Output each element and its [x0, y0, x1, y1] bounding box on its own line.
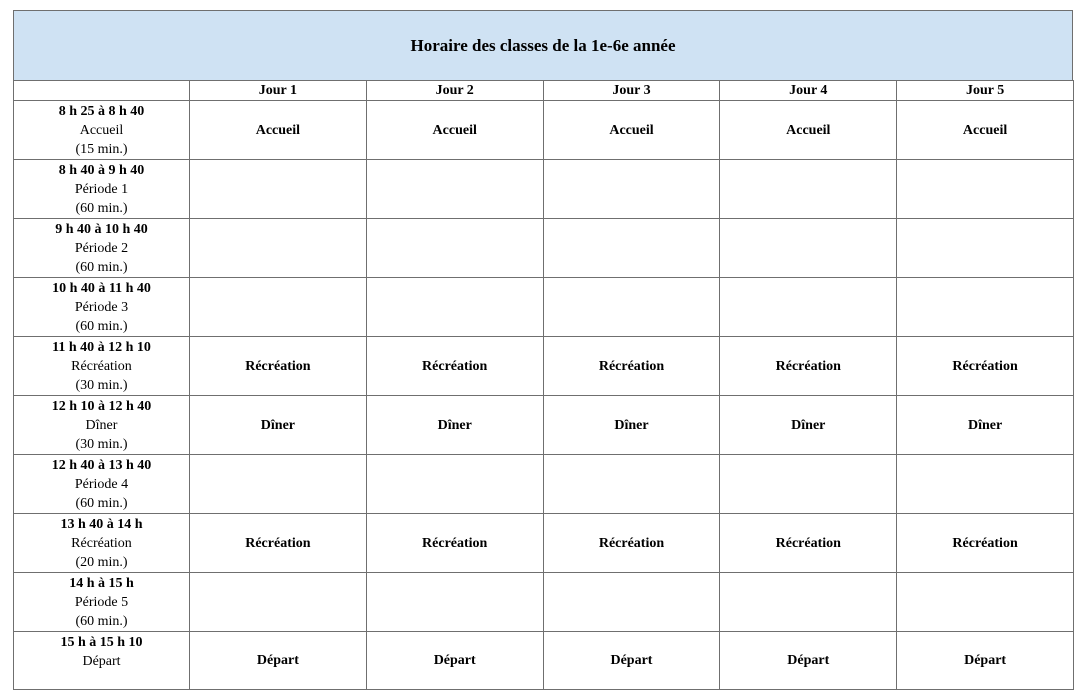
schedule-row: [14, 396, 1074, 455]
schedule-table: [13, 80, 1074, 690]
day-activity-cell: [720, 455, 897, 514]
schedule-table-body: [14, 81, 1074, 690]
day-activity-cell: [543, 573, 720, 632]
slot-duration: (30 min.): [75, 378, 128, 393]
slot-time-range: 11 h 40 à 12 h 10: [52, 340, 151, 355]
slot-name: Accueil: [79, 123, 124, 138]
schedule-row: [14, 337, 1074, 396]
slot-time-range: 13 h 40 à 14 h: [60, 517, 143, 532]
day-activity-cell: [897, 455, 1074, 514]
day-activity-cell: [190, 160, 367, 219]
day-activity-cell: Récréation: [190, 337, 367, 396]
time-slot-cell: [14, 278, 190, 337]
time-slot-cell: [14, 455, 190, 514]
day-activity-cell: [897, 219, 1074, 278]
day-header: Jour 5: [897, 81, 1074, 101]
day-activity-cell: Récréation: [720, 337, 897, 396]
day-activity-cell: [897, 573, 1074, 632]
day-activity-cell: [190, 455, 367, 514]
day-activity-cell: [190, 573, 367, 632]
time-slot-cell: [14, 514, 190, 573]
day-activity-cell: [190, 219, 367, 278]
slot-duration: (20 min.): [75, 555, 128, 570]
slot-time-range: 8 h 40 à 9 h 40: [58, 163, 145, 178]
slot-name: Période 1: [74, 182, 129, 197]
day-activity-cell: Dîner: [543, 396, 720, 455]
schedule-row: [14, 514, 1074, 573]
schedule-title-bar: [13, 10, 1073, 80]
slot-duration: (60 min.): [75, 319, 128, 334]
time-slot-cell: [14, 396, 190, 455]
schedule-row: [14, 278, 1074, 337]
slot-name: Période 5: [74, 595, 129, 610]
day-activity-cell: Départ: [190, 632, 367, 690]
slot-name: Départ: [82, 654, 121, 669]
day-activity-cell: Dîner: [366, 396, 543, 455]
slot-time-range: 8 h 25 à 8 h 40: [58, 104, 145, 119]
time-slot-cell: [14, 632, 190, 690]
day-activity-cell: [897, 160, 1074, 219]
slot-time-range: 12 h 10 à 12 h 40: [51, 399, 152, 414]
schedule-document: [13, 10, 1073, 690]
day-activity-cell: [720, 160, 897, 219]
day-activity-cell: Départ: [897, 632, 1074, 690]
time-slot-cell: [14, 160, 190, 219]
day-activity-cell: Départ: [543, 632, 720, 690]
slot-duration: (60 min.): [75, 201, 128, 216]
day-activity-cell: Récréation: [190, 514, 367, 573]
day-activity-cell: Récréation: [366, 337, 543, 396]
slot-time-range: 10 h 40 à 11 h 40: [52, 281, 151, 296]
day-header-row: [14, 81, 1074, 101]
slot-duration: (15 min.): [75, 142, 128, 157]
schedule-row: [14, 219, 1074, 278]
slot-name: Récréation: [71, 536, 132, 551]
day-activity-cell: [366, 219, 543, 278]
day-activity-cell: Récréation: [366, 514, 543, 573]
day-activity-cell: Récréation: [543, 514, 720, 573]
day-header: Jour 1: [190, 81, 367, 101]
time-slot-cell: [14, 573, 190, 632]
slot-time-range: 15 h à 15 h 10: [60, 635, 143, 650]
slot-time-range: 14 h à 15 h: [69, 576, 134, 591]
day-activity-cell: [366, 455, 543, 514]
day-activity-cell: Récréation: [543, 337, 720, 396]
day-activity-cell: Départ: [720, 632, 897, 690]
day-header: Jour 4: [720, 81, 897, 101]
slot-duration: (30 min.): [75, 437, 128, 452]
slot-name: Période 2: [74, 241, 129, 256]
slot-name: Période 4: [74, 477, 129, 492]
time-slot-cell: [14, 219, 190, 278]
slot-time-range: 9 h 40 à 10 h 40: [55, 222, 148, 237]
day-activity-cell: [543, 278, 720, 337]
day-activity-cell: [720, 573, 897, 632]
slot-duration: (60 min.): [75, 260, 128, 275]
schedule-title: Horaire des classes de la 1e-6e année: [410, 35, 676, 55]
slot-name: Récréation: [71, 359, 132, 374]
time-slot-cell: [14, 101, 190, 160]
day-activity-cell: [366, 160, 543, 219]
time-slot-cell: [14, 337, 190, 396]
slot-name: Dîner: [85, 418, 118, 433]
day-activity-cell: [543, 219, 720, 278]
day-activity-cell: Accueil: [366, 101, 543, 160]
slot-name: Période 3: [74, 300, 129, 315]
day-activity-cell: Départ: [366, 632, 543, 690]
day-activity-cell: Dîner: [720, 396, 897, 455]
slot-duration: (60 min.): [75, 496, 128, 511]
day-activity-cell: [366, 573, 543, 632]
day-header: Jour 2: [366, 81, 543, 101]
schedule-row: [14, 455, 1074, 514]
day-header: Jour 3: [543, 81, 720, 101]
day-activity-cell: Accueil: [720, 101, 897, 160]
day-activity-cell: Accueil: [543, 101, 720, 160]
day-activity-cell: Accueil: [190, 101, 367, 160]
day-activity-cell: [366, 278, 543, 337]
day-activity-cell: Récréation: [897, 337, 1074, 396]
day-activity-cell: Dîner: [190, 396, 367, 455]
slot-duration: (60 min.): [75, 614, 128, 629]
day-activity-cell: Récréation: [897, 514, 1074, 573]
schedule-row: [14, 101, 1074, 160]
day-activity-cell: [720, 278, 897, 337]
schedule-row: [14, 632, 1074, 690]
day-activity-cell: [190, 278, 367, 337]
corner-cell: [14, 81, 190, 101]
day-activity-cell: Accueil: [897, 101, 1074, 160]
schedule-row: [14, 160, 1074, 219]
day-activity-cell: [543, 455, 720, 514]
day-activity-cell: [897, 278, 1074, 337]
day-activity-cell: Dîner: [897, 396, 1074, 455]
schedule-row: [14, 573, 1074, 632]
day-activity-cell: Récréation: [720, 514, 897, 573]
day-activity-cell: [720, 219, 897, 278]
day-activity-cell: [543, 160, 720, 219]
slot-time-range: 12 h 40 à 13 h 40: [51, 458, 152, 473]
